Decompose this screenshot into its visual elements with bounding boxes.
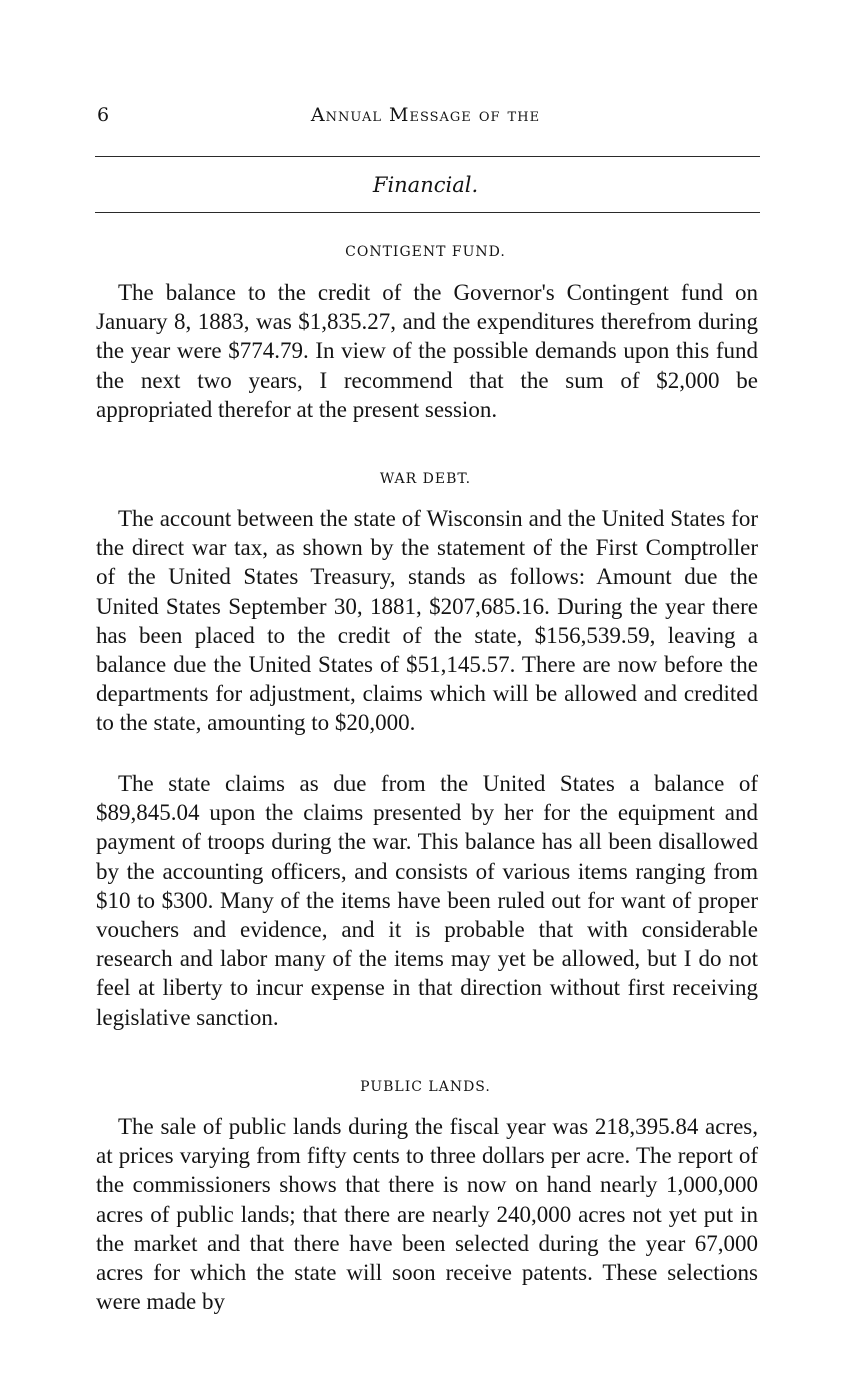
running-head: Annual Message of the bbox=[310, 104, 541, 126]
war-debt-heading: WAR DEBT. bbox=[379, 471, 472, 487]
public-lands-heading: PUBLIC LANDS. bbox=[360, 1079, 491, 1095]
war-debt-paragraph-1: The account between the state of Wisconsin and the United States for the direct war tax, as shown by the statement of the First Comptroller of the United States Treasury, stands as follows: Amount due the United States September 30, 1881, $207,685.16. During the year there has been placed to the credit of the state, $156,539.59, leaving a balance due the United States of $51,145.57. There are now before the departments for adjustment, claims which will be allowed and credited to the state, amounting to $20,000. bbox=[96, 506, 758, 736]
page-number: 6 bbox=[97, 104, 110, 126]
public-lands-paragraph: The sale of public lands during the fiscal year was 218,395.84 acres, at prices varying from fifty cents to three dollars per acre. The report of the commissioners shows that there is now on hand nearly 1,000,000 acres of public lands; that there are nearly 240,000 acres not yet put in the market and that there have been selected during the year 67,000 acres for which the state will soon receive patents. These selections were made by bbox=[96, 1114, 758, 1315]
header-rule-top bbox=[95, 156, 760, 157]
contingent-fund-paragraph: The balance to the credit of the Governor's Contingent fund on January 8, 1883, was $1,835.27, and the expenditures therefrom during the year were $774.79. In view of the possible demands upon this fund the next two years, I recommend that the sum of $2,000 be appropriated therefor at the present session. bbox=[96, 280, 758, 422]
war-debt-paragraph-2: The state claims as due from the United States a balance of $89,845.04 upon the claims presented by her for the equipment and payment of troops during the war. This balance has all been disallowed by the accounting officers, and consists of various items ranging from $10 to $300. Many of the items have been ruled out for want of proper vouchers and evidence, and it is probable that with considerable research and labor many of the items may yet be allowed, but I do not feel at liberty to incur expense in that direction without first receiving legislative sanction. bbox=[96, 771, 758, 1030]
contingent-fund-heading: CONTIGENT FUND. bbox=[345, 244, 506, 260]
section-subhead: Financial. bbox=[372, 173, 479, 197]
header-rule-bottom bbox=[95, 212, 760, 213]
